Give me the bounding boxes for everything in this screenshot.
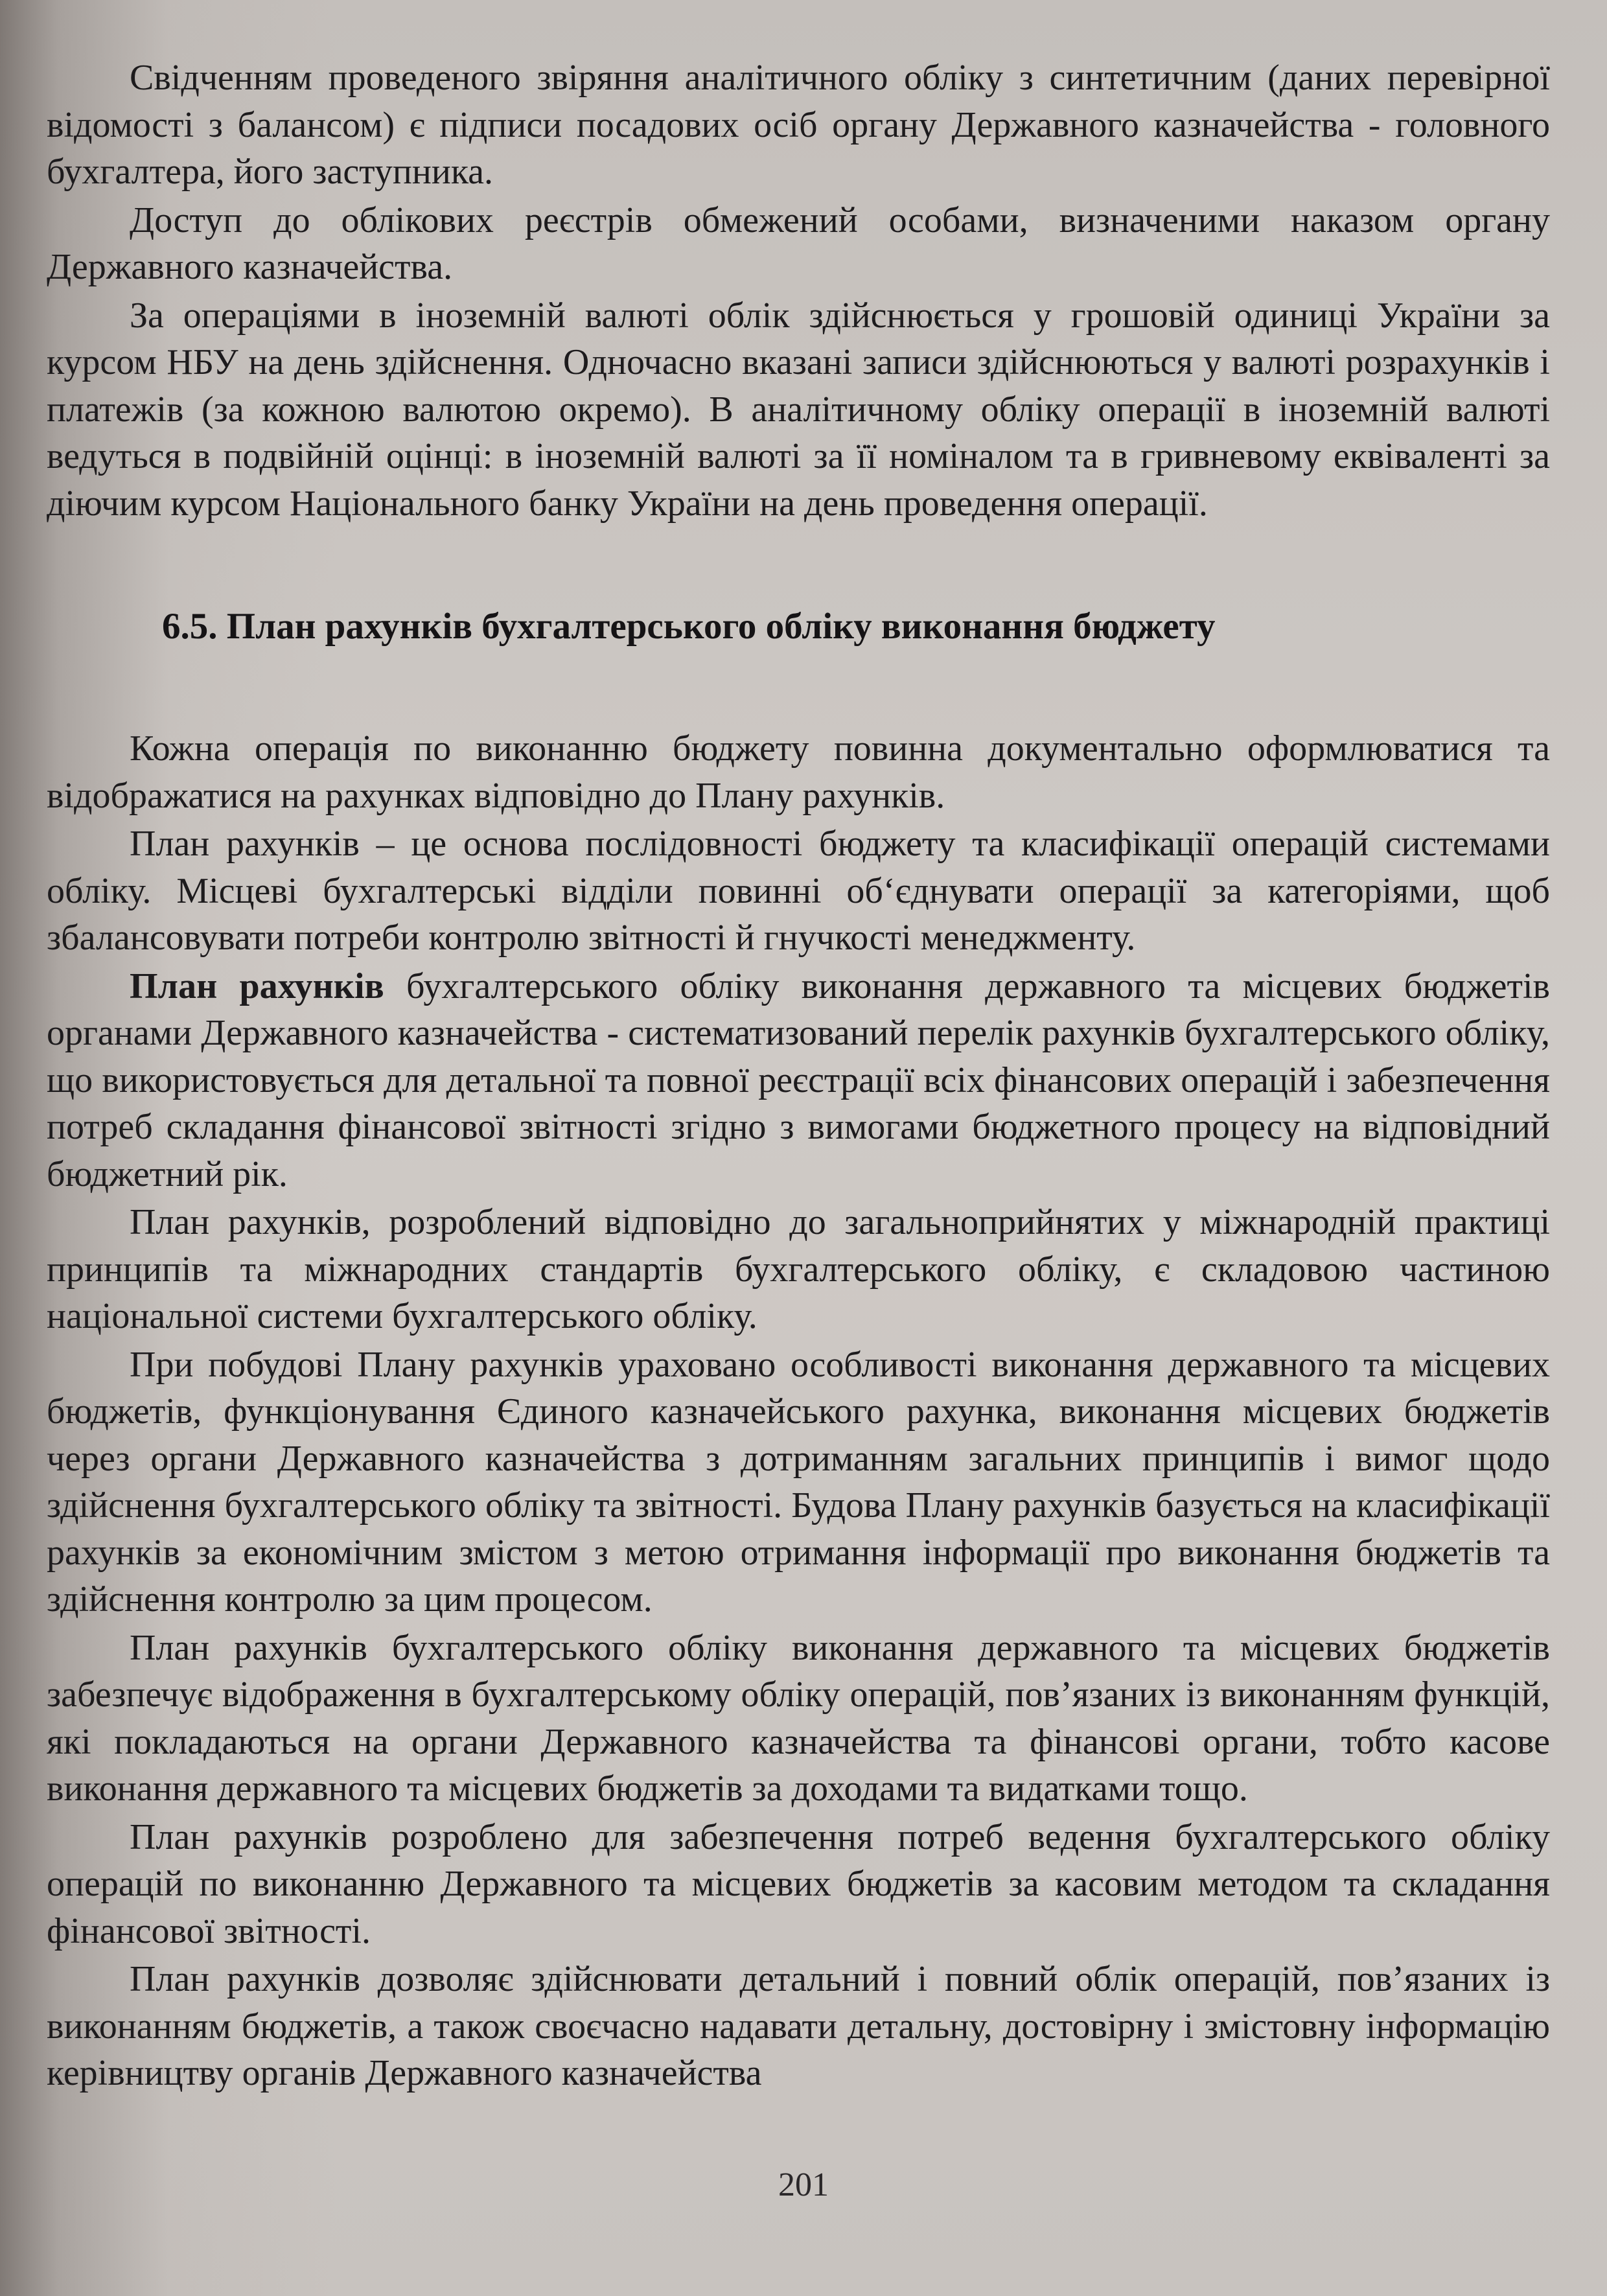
paragraph-reflection: План рахунків бухгалтерського обліку виконання державного та місцевих бюджетів забезпечує відображення в бухгалтерському обліку операцій, пов’язаних із виконанням функцій, які покладаються на органи Державного казначейства та фінансові органи, тобто касове виконання державного та місцевих бюджетів за доходами та видатками тощо. (47, 1627, 1550, 1809)
paragraph-detailed-accounting: План рахунків дозволяє здійснювати детальний і повний облік операцій, пов’язаних із виконанням бюджетів, а також своєчасно надавати детальну, достовірну і змістовну інформацію керівництву органів Державного казначейства (47, 1959, 1550, 2093)
page-body (47, 54, 1550, 2098)
definition-text: бухгалтерського обліку виконання державного та місцевих бюджетів органами Державного казначейства - систематизований перелік рахунків бухгалтерського обліку, що використовується для детальної та повної реєстрації всіх фінансових операцій і забезпечення потреб складання фінансової звітності згідно з вимогами бюджетного процесу на відповідний бюджетний рік. (47, 966, 1551, 1194)
paragraph-definition (47, 963, 1550, 1198)
paragraph-foreign-currency: За операціями в іноземній валюті облік здійснюється у грошовій одиниці України за курсом НБУ на день здійснення. Одночасно вказані записи здійснюються у валюті розрахунків і платежів (за кожною валютою окремо). В аналітичному обліку операції в іноземній валюті ведуться в подвійній оцінці: в іноземній валюті за її номіналом та в гривневому еквіваленті за діючим курсом Національного банку України на день проведення операції. (47, 295, 1550, 524)
paragraph-register-access: Доступ до облікових реєстрів обмежений особами, визначеними наказом органу Державного казначейства. (47, 200, 1550, 287)
definition-term: План рахунків (130, 966, 384, 1006)
paragraph-reconciliation: Свідченням проведеного звіряння аналітичного обліку з синтетичним (даних перевірної відомості з балансом) є підписи посадових осіб органу Державного казначейства - головного бухгалтера, його заступника. (47, 58, 1550, 192)
paragraph-cash-method: План рахунків розроблено для забезпечення потреб ведення бухгалтерського обліку операцій по виконанню Державного та місцевих бюджетів за касовим методом та складання фінансової звітності. (47, 1816, 1550, 1951)
paragraph-chart-basis: План рахунків – це основа послідовності бюджету та класифікації операцій системами обліку. Місцеві бухгалтерські відділи повинні об‘єднувати операції за категоріями, щоб збалансовувати потреби контролю звітності й гнучкості менеджменту. (47, 824, 1550, 958)
paragraph-international-standards: План рахунків, розроблений відповідно до загальноприйнятих у міжнародній практиці принципів та міжнародних стандартів бухгалтерського обліку, є складовою частиною національної системи бухгалтерського обліку. (47, 1202, 1550, 1336)
page-number: 201 (778, 2166, 829, 2203)
paragraph-operation-documentation: Кожна операція по виконанню бюджету повинна документально оформлюватися та відображатися на рахунках відповідно до Плану рахунків. (47, 728, 1550, 816)
section-heading: 6.5. План рахунків бухгалтерського обліку виконання бюджету (162, 606, 1216, 647)
paragraph-construction: При побудові Плану рахунків ураховано особливості виконання державного та місцевих бюджетів, функціонування Єдиного казначейського рахунка, виконання місцевих бюджетів через органи Державного казначейства з дотриманням загальних принципів і вимог щодо здійснення бухгалтерського обліку та звітності. Будова Плану рахунків базується на класифікації рахунків за економічним змістом з метою отримання інформації про виконання бюджетів та здійснення контролю за цим процесом. (47, 1344, 1550, 1619)
